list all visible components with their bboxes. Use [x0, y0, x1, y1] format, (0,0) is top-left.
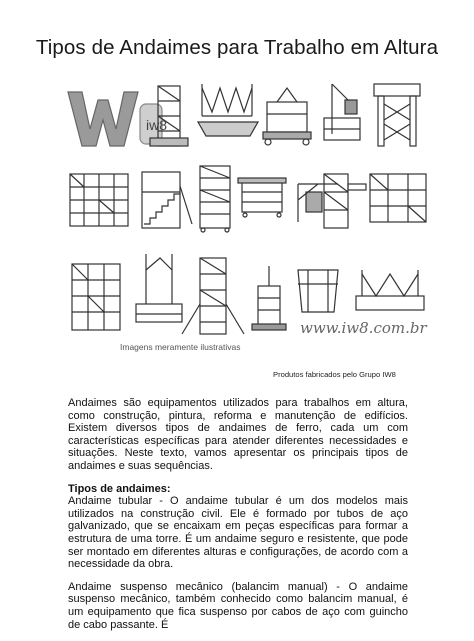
article-body: [68, 397, 408, 641]
types-heading: Tipos de andaimes:: [68, 482, 171, 495]
scissor-lift-icon: [374, 84, 420, 146]
stair-tower-icon: [142, 172, 192, 228]
page-title: Tipos de Andaimes para Trabalho em Altura: [35, 36, 439, 59]
suspended-platform-icon: [198, 84, 258, 136]
frame-tower-icon: [238, 178, 286, 217]
intro-paragraph: Andaimes são equipamentos utilizados para trabalhos em altura, como construção, pintura, reforma e manutenção de edifícios. Existem diversos tipos de andaimes de ferro, cada um com características específicas para atender diferentes necessidades e situações. Neste texto, vamos apresentar os principais tipos de andaimes e suas sequências.: [68, 397, 408, 472]
hanging-basket-icon: [298, 270, 338, 312]
gondola-icon: [356, 270, 424, 310]
manufacturer-credit: Produtos fabricados pelo Grupo IW8: [273, 370, 396, 379]
climbing-mast-icon: [252, 266, 286, 330]
facade-scaffold-icon: [70, 174, 128, 226]
multi-level-scaffold-icon: [72, 264, 120, 330]
gallery-caption: Imagens meramente ilustrativas: [120, 342, 241, 352]
narrow-tower-icon: [324, 174, 366, 228]
tubular-tower-icon: [200, 166, 230, 232]
cantilever-hoist-icon: [298, 184, 338, 222]
watermark: www.iw8.com.br: [300, 319, 427, 337]
tubular-paragraph: Andaime tubular - O andaime tubular é um dos modelos mais utilizados na construção civil. Ele é formado por tubos de aço galvanizado, que se encaixam em peças específicas para formar a estrutura de uma torre. É um andaime seguro e resistente, que pode ser montado em diferentes alturas e configurações, de acordo com a necessidade da obra.: [68, 495, 408, 571]
suspended-cradle-icon: [136, 254, 182, 322]
rolling-platform-icon: [263, 88, 311, 145]
svg-text:iw8: iw8: [146, 117, 168, 133]
suspended-paragraph: Andaime suspenso mecânico (balancim manual) - O andaime suspenso mecânico, também conhecido como balancim manual, é um equipamento que fica suspenso por cabos de aço com guincho de cabo passante. É: [68, 580, 408, 631]
winch-platform-icon: [324, 84, 360, 140]
tall-mobile-tower-icon: [182, 258, 244, 334]
wide-frame-scaffold-icon: [370, 174, 426, 222]
